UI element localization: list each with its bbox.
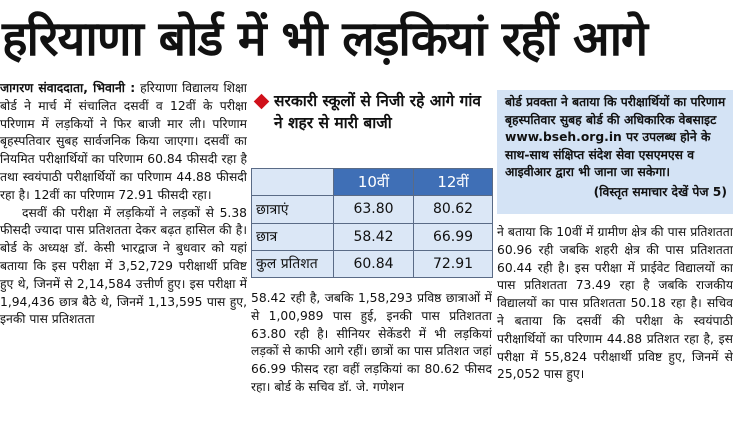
result-table [251,168,493,278]
table-cell: 58.42 [334,223,414,250]
subheadline-box [252,90,492,148]
paragraph-4: ने बताया कि 10वीं में ग्रामीण क्षेत्र की पास प्रतिशतता 60.96 रही जबकि शहरी क्षेत्र की पास प्रतिशतता 60.44 रही है। इस परीक्षा में प्राईवेट विद्यालयों का पास प्रतिशतता 73.49 रहा है जबकि राजकीय विद्यालयों का पास प्रतिशतता 50.18 रहा है। सचिव ने बताया कि दसवीं की परीक्षा के स्वयंपाठी परीक्षार्थियों का परिणाम 44.88 प्रतिशत रहा है, इस परीक्षा में 55,824 परीक्षार्थी प्रविष्ट हुए, जिनमें से 25,052 पास हुए। [497,225,733,382]
table-row [252,196,493,223]
headline: हरियाणा बोर्ड में भी लड़कियां रहीं आगे [2,11,648,67]
see-more-reference: (विस्तृत समाचार देखें पेज 5) [593,184,727,199]
table-row [252,250,493,277]
subheadline: सरकारी स्कूलों से निजी रहे आगे गांव ने शहर से मारी बाजी [274,92,482,132]
article-column-1 [0,80,247,434]
paragraph-1-text: हरियाणा विद्यालय शिक्षा बोर्ड ने मार्च में संचालित दसवीं व 12वीं के परीक्षा परिणाम में लड़कियों ने फिर बाजी मार ली। परिणाम बृहस्पतिवार सुबह सार्वजनिक किया जाएगा। दसवीं का नियमित परीक्षार्थियों का परिणाम 60.84 फीसदी रहा है तथा स्वयंपाठी परीक्षार्थियों का परिणाम 44.88 फीसदी रहा है। 12वीं का परिणाम 72.91 फीसदी रहा। [0,81,247,202]
info-box [497,90,733,214]
table-cell: 80.62 [414,196,493,223]
byline: जागरण संवाददाता, भिवानी : [0,81,136,95]
diamond-bullet-icon [254,94,270,110]
table-cell: 60.84 [334,250,414,277]
table-row-label: कुल प्रतिशत [252,250,334,277]
table-row [252,223,493,250]
table-corner-cell [252,169,334,196]
article-column-2 [251,290,492,434]
table-header-12: 12वीं [414,169,493,196]
paragraph-2: दसवीं की परीक्षा में लड़कियों ने लड़कों से 5.38 फीसदी ज्यादा पास प्रतिशतता देकर बढ़त हासिल की है। बोर्ड के अध्यक्ष डॉ. केसी भारद्वाज ने बुधवार को यहां बताया कि इस परीक्षा में 3,52,729 परीक्षार्थी प्रविष्ट हुए थे, जिनमें से 2,14,584 उत्तीर्ण हुए। इस परीक्षा में 1,94,436 छात्र बैठे थे, जिनमें 1,13,595 पास हुए, इनकी पास प्रतिशतता [0,205,247,327]
article-column-3 [497,224,733,434]
paragraph-3: 58.42 रही है, जबकि 1,58,293 प्रविष्ठ छात्राओं में से 1,00,989 पास हुई, इनकी पास प्रतिशतता 63.80 रही है। सीनियर सेकेंडरी में भी लड़कियां लड़कों से काफी आगे रहीं। छात्रों का पास प्रतिशत जहां 66.99 फीसद रहा वहीं लड़कियां का 80.62 फीसद रहा। बोर्ड के सचिव डॉ. जे. गणेशन [251,291,492,394]
paragraph-1 [0,80,247,205]
table-cell: 63.80 [334,196,414,223]
table-cell: 66.99 [414,223,493,250]
table-header-row [252,169,493,196]
table-row-label: छात्राएं [252,196,334,223]
table-cell: 72.91 [414,250,493,277]
table-header-10: 10वीं [334,169,414,196]
info-box-text: बोर्ड प्रवक्ता ने बताया कि परीक्षार्थियों का परिणाम बृहस्पतिवार सुबह बोर्ड की अधिकारिक वेबसाइट www.bseh.org.in पर उपलब्ध होने के साथ-साथ संक्षिप्त संदेश सेवा एसएमएस व आइवीआर द्वारा भी जाना जा सकेगा। [505,95,726,180]
table-row-label: छात्र [252,223,334,250]
